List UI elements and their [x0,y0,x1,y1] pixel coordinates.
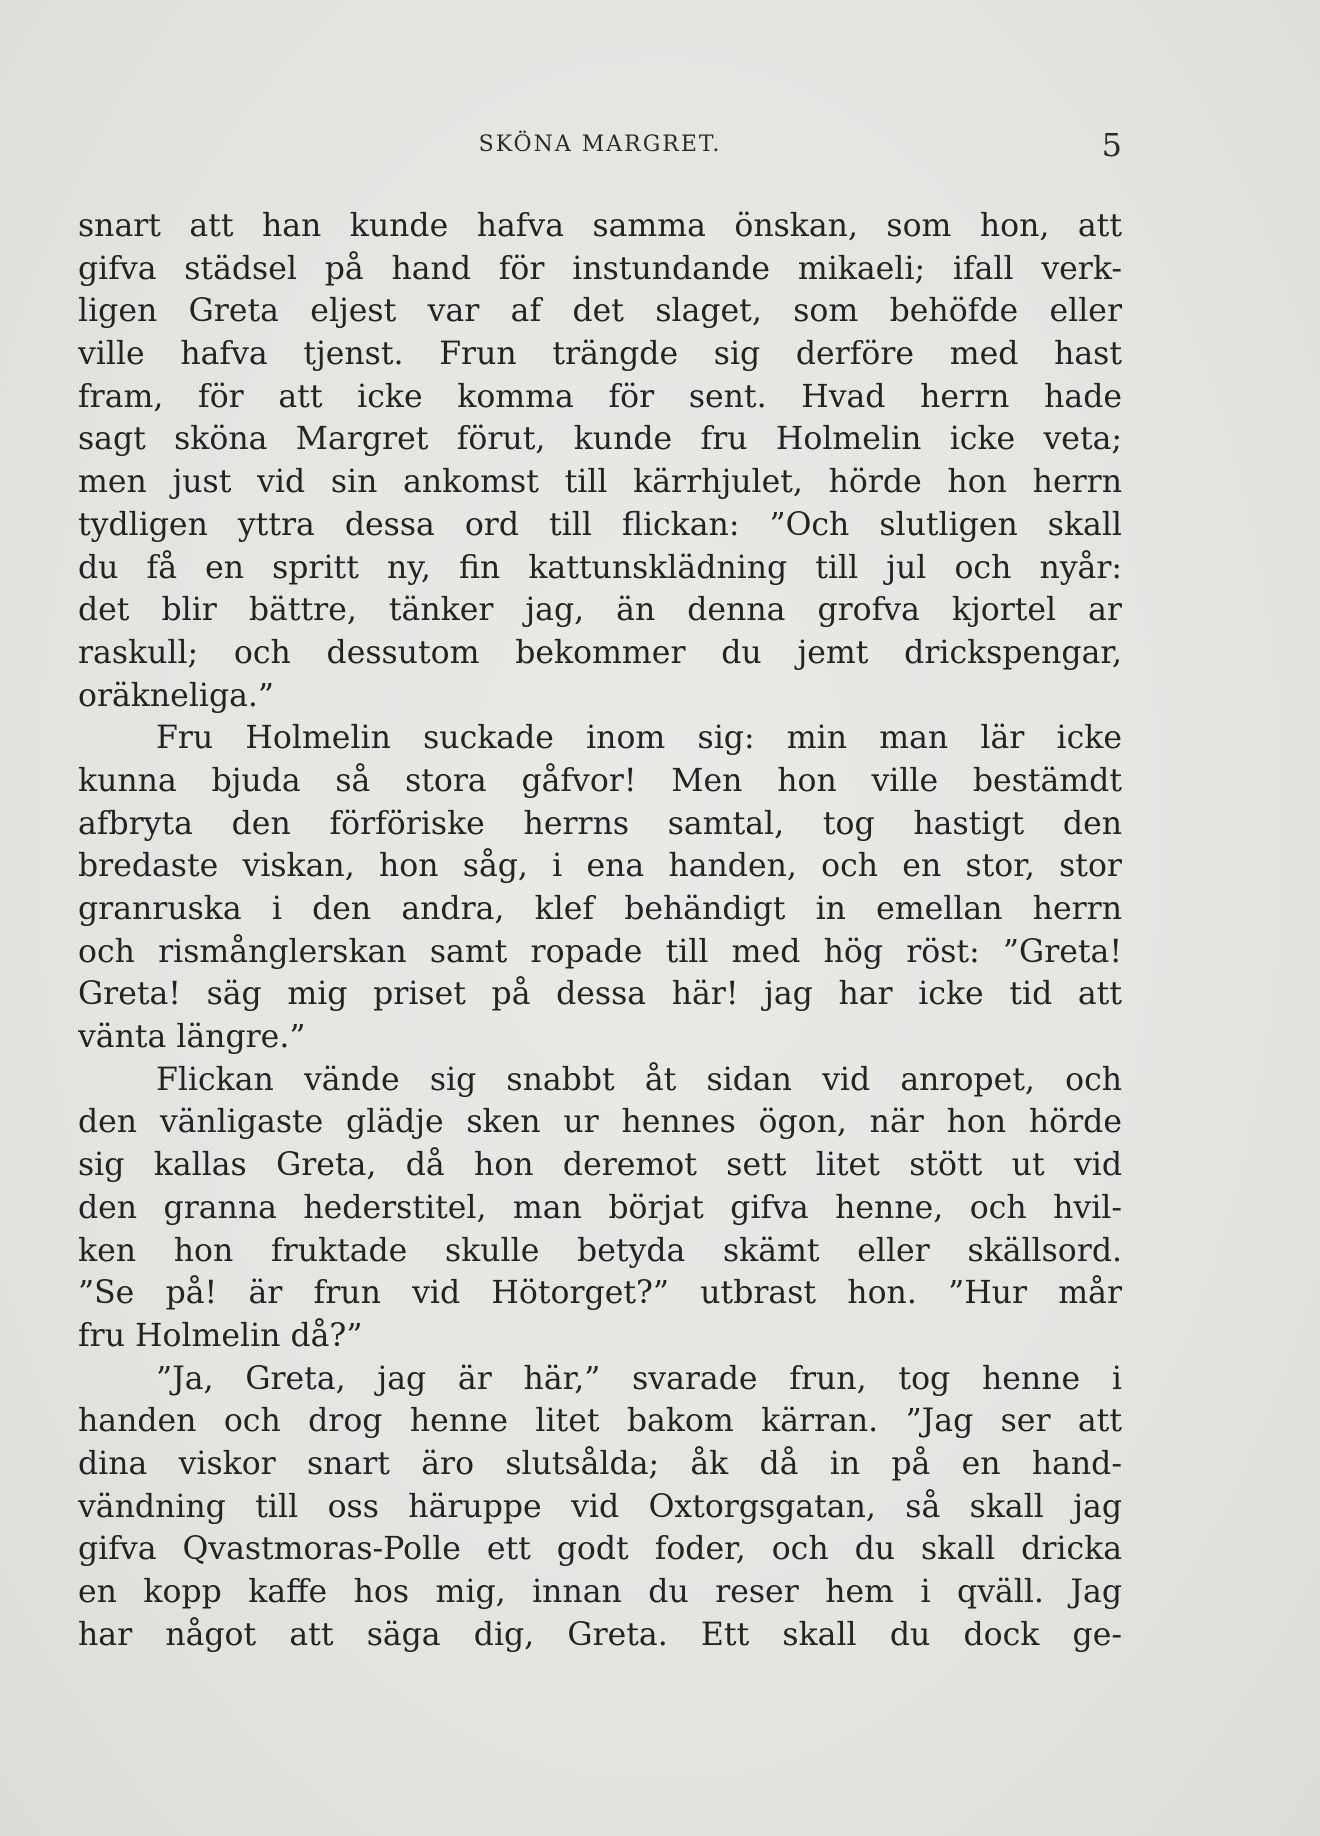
text-line: granruska i den andra, klef behändigt in emellan herrn [78,891,1122,927]
text-line: men just vid sin ankomst till kärrhjulet, hörde hon herrn [78,464,1122,501]
text-line: du få en spritt ny, fin kattunsklädning till jul och nyår: [78,549,1122,586]
text-line: dina viskor snart äro slutsålda; åk då in på en hand- [78,1445,1122,1482]
text-line: sagt sköna Margret förut, kunde fru Holmelin icke veta; [78,421,1122,458]
text-line: fru Holmelin då?” [78,1317,363,1354]
text-line: kunna bjuda så stora gåfvor! Men hon ville bestämdt [78,762,1122,799]
text-line: afbryta den förföriske herrns samtal, tog hastigt den [78,805,1122,842]
text-line: tydligen yttra dessa ord till flickan: ”Och slutligen skall [78,506,1122,543]
text-line: vändning till oss häruppe vid Oxtorgsgatan, så skall jag [78,1488,1122,1525]
text-line: det blir bättre, tänker jag, än denna grofva kjortel ar [78,592,1122,629]
text-line: vänta längre.” [78,1019,306,1056]
text-line: Fru Holmelin suckade inom sig: min man lär icke [156,720,1122,757]
text-line: och rismånglerskan samt ropade till med hög röst: ”Greta! [78,933,1122,970]
text-line: gifva Qvastmoras-Polle ett godt foder, och du skall dricka [78,1531,1122,1568]
text-line: Greta! säg mig priset på dessa här! jag har icke tid att [78,976,1122,1013]
text-line: har något att säga dig, Greta. Ett skall du dock ge- [78,1616,1122,1653]
text-line: en kopp kaffe hos mig, innan du reser hem i qväll. Jag [78,1574,1122,1610]
text-line: raskull; och dessutom bekommer du jemt drickspengar, [78,634,1122,671]
text-line: snart att han kunde hafva samma önskan, som hon, att [78,208,1122,244]
text-line: sig kallas Greta, då hon deremot sett litet stött ut vid [78,1147,1122,1184]
body-text [78,205,1122,1656]
page-number: 5 [1101,126,1122,164]
text-line: ken hon fruktade skulle betyda skämt eller skällsord. [78,1232,1122,1269]
text-line: ”Ja, Greta, jag är här,” svarade frun, tog henne i [156,1360,1122,1397]
text-line: handen och drog henne litet bakom kärran. ”Jag ser att [78,1403,1122,1440]
text-line: Flickan vände sig snabbt åt sidan vid anropet, och [156,1061,1122,1098]
text-line: ligen Greta eljest var af det slaget, som behöfde eller [78,293,1122,330]
text-line: gifva städsel på hand för instundande mikaeli; ifall verk- [78,250,1122,287]
text-line: ”Se på! är frun vid Hötorget?” utbrast hon. ”Hur mår [78,1275,1122,1312]
text-line: oräkneliga.” [78,677,275,714]
text-line: bredaste viskan, hon såg, i ena handen, och en stor, stor [78,848,1122,885]
text-line: den vänligaste glädje sken ur hennes ögon, när hon hörde [78,1104,1122,1141]
running-title: SKÖNA MARGRET. [478,132,722,157]
text-line: ville hafva tjenst. Frun trängde sig derföre med hast [78,336,1122,373]
text-line: fram, för att icke komma för sent. Hvad herrn hade [78,378,1122,415]
running-head [78,126,1122,166]
text-line: den granna hederstitel, man börjat gifva henne, och hvil- [78,1189,1122,1226]
